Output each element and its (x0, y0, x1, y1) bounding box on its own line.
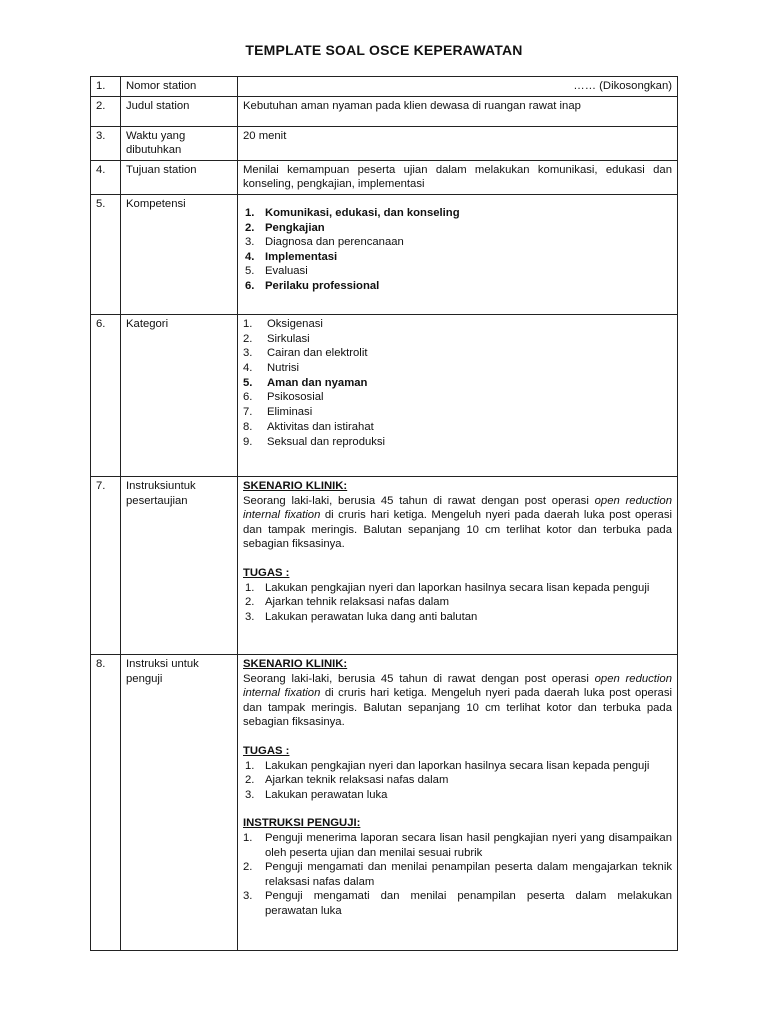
scenario-text: Seorang laki-laki, berusia 45 tahun di rawat dengan post operasi open reduction internal fixation di cruris hari ketiga. Mengeluh nyeri pada daerah luka post operasi dan tampak meringis. Balutan sepanjang 10 cm terlihat kotor dan terbuka pada sebagian fiksasinya. (243, 672, 673, 729)
list-item: 2. Ajarkan tehnik relaksasi nafas dalam (245, 596, 449, 609)
competency-list (243, 206, 672, 294)
table-row-station-number (91, 77, 678, 97)
list-item: 1. Penguji menerima laporan secara lisan hasil pengkajian nyeri yang disampaikan oleh peserta ujian dan menilai sesuai rubrik (243, 831, 672, 859)
table-row-time-needed (91, 126, 678, 160)
list-item: 3. Penguji mengamati dan menilai penampilan peserta dalam melakukan perawatan luka (243, 890, 672, 917)
table-row-station-objective (91, 160, 678, 194)
examiner-instructions-cell (238, 654, 678, 950)
table-row-station-title (91, 96, 678, 126)
row-number: 2. (91, 96, 121, 126)
list-item: 1. Komunikasi, edukasi, dan konseling (245, 206, 460, 219)
row-number: 7. (91, 476, 121, 654)
row-number: 8. (91, 654, 121, 950)
tasks-heading: TUGAS : (243, 566, 290, 579)
list-item: 6. Perilaku professional (245, 279, 380, 292)
list-item: 1. Lakukan pengkajian nyeri dan laporkan hasilnya secara lisan kepada penguji (245, 759, 650, 772)
row-label: Instruksiuntuk pesertaujian (121, 476, 238, 654)
station-title-value: Kebutuhan aman nyaman pada klien dewasa di ruangan rawat inap (238, 96, 678, 126)
row-label: Kategori (121, 314, 238, 476)
row-label: Instruksi untuk penguji (121, 654, 238, 950)
row-number: 3. (91, 126, 121, 160)
list-item: 2. Ajarkan teknik relaksasi nafas dalam (245, 774, 449, 787)
table-row-examiner-instructions (91, 654, 678, 950)
list-item: 5. Evaluasi (245, 265, 308, 278)
task-list (243, 759, 672, 803)
row-label: Waktu yang dibutuhkan (121, 126, 238, 160)
row-number: 1. (91, 77, 121, 97)
row-label: Tujuan station (121, 160, 238, 194)
examiner-instruction-list (243, 831, 672, 919)
list-item: 1. Lakukan pengkajian nyeri dan laporkan hasilnya secara lisan kepada penguji (245, 581, 650, 594)
document-title: TEMPLATE SOAL OSCE KEPERAWATAN (245, 42, 523, 58)
list-item: 4. Implementasi (245, 250, 338, 263)
row-label: Kompetensi (121, 194, 238, 314)
list-item: 4. Nutrisi (243, 362, 300, 375)
station-objective-value: Menilai kemampuan peserta ujian dalam melakukan komunikasi, edukasi dan konseling, pengkajian, implementasi (238, 160, 678, 194)
list-item: 2. Penguji mengamati dan menilai penampilan peserta dalam mengajarkan teknik relaksasi nafas dalam (243, 861, 672, 888)
list-item: 3. Cairan dan elektrolit (243, 347, 368, 360)
scenario-heading: SKENARIO KLINIK: (243, 479, 348, 492)
list-item: 3. Diagnosa dan perencanaan (245, 236, 404, 249)
tasks-heading: TUGAS : (243, 744, 290, 757)
table-row-categories (91, 314, 678, 476)
list-item: 2. Pengkajian (245, 221, 325, 234)
scenario-text: Seorang laki-laki, berusia 45 tahun di rawat dengan post operasi open reduction internal fixation di cruris hari ketiga. Mengeluh nyeri pada daerah luka post operasi dan tampak meringis. Balutan sepanjang 10 cm terlihat kotor dan terbuka pada sebagian fiksasinya. (243, 494, 673, 551)
row-label: Nomor station (121, 77, 238, 97)
list-item: 9. Seksual dan reproduksi (243, 435, 386, 448)
table-row-competencies (91, 194, 678, 314)
list-item: 8. Aktivitas dan istirahat (243, 420, 374, 433)
time-needed-value: 20 menit (238, 126, 678, 160)
table-row-participant-instructions (91, 476, 678, 654)
list-item: 1. Oksigenasi (243, 317, 323, 330)
row-number: 6. (91, 314, 121, 476)
list-item: 3. Lakukan perawatan luka dang anti balutan (245, 610, 478, 623)
row-number: 5. (91, 194, 121, 314)
task-list (243, 581, 672, 625)
list-item: 7. Eliminasi (243, 406, 313, 419)
list-item: 6. Psikososial (243, 391, 324, 404)
category-list (243, 317, 672, 449)
scenario-heading: SKENARIO KLINIK: (243, 657, 348, 670)
examiner-instructions-heading: INSTRUKSI PENGUJI: (243, 817, 361, 830)
station-number-value: …… (Dikosongkan) (238, 77, 678, 97)
participant-instructions-cell (238, 476, 678, 654)
list-item: 2. Sirkulasi (243, 332, 310, 345)
list-item: 5. Aman dan nyaman (243, 376, 368, 389)
osce-template-table (90, 76, 678, 951)
list-item: 3. Lakukan perawatan luka (245, 788, 388, 801)
categories-cell (238, 314, 678, 476)
row-number: 4. (91, 160, 121, 194)
row-label: Judul station (121, 96, 238, 126)
competencies-cell (238, 194, 678, 314)
